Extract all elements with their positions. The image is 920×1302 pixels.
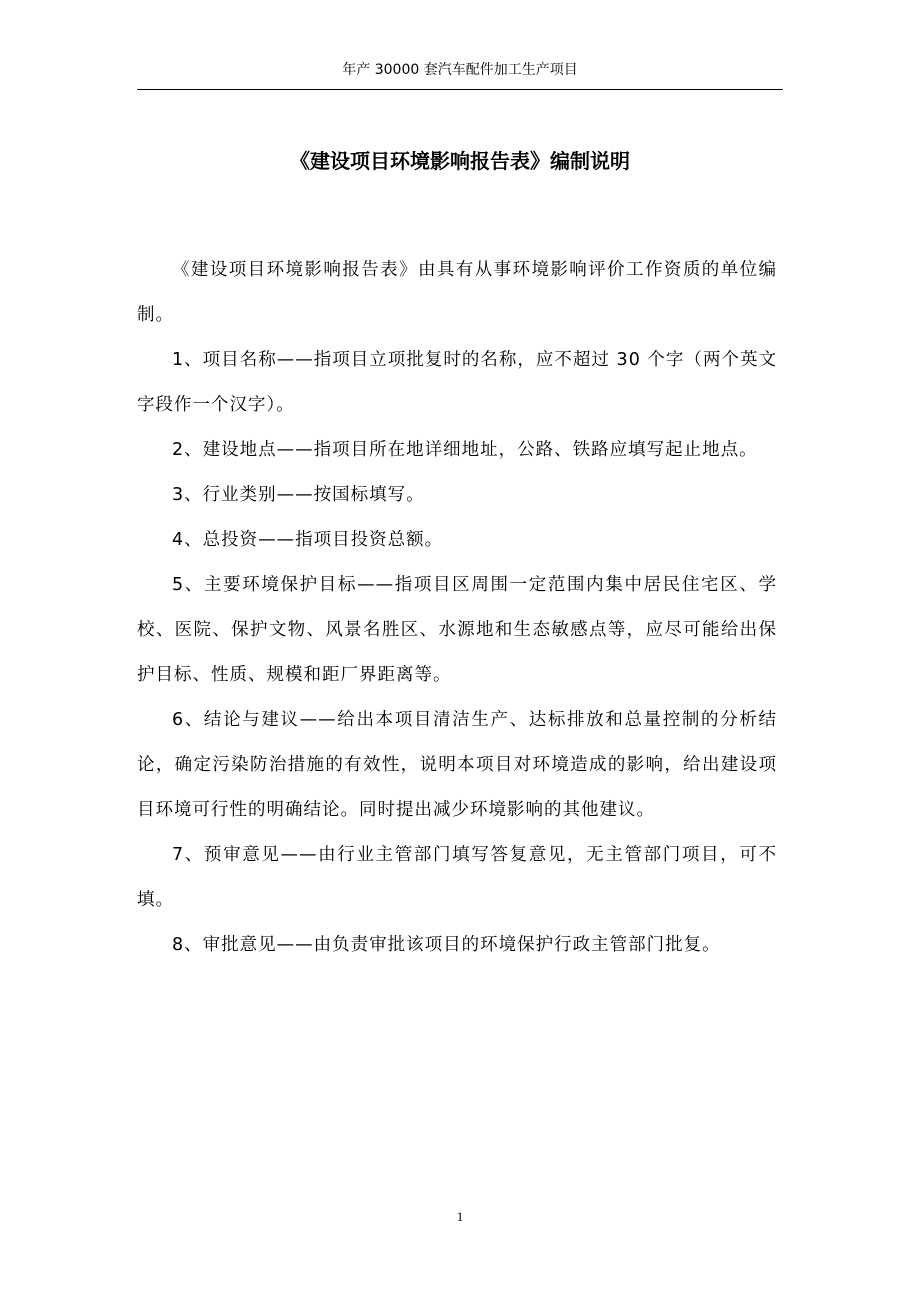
paragraph-item-8: 8、审批意见——由负责审批该项目的环境保护行政主管部门批复。 [172,935,721,955]
paragraph-item-7: 7、预审意见——由行业主管部门填写答复意见，无主管部门项目，可不填。 [137,845,777,910]
paragraph-item-5: 5、主要环境保护目标——指项目区周围一定范围内集中居民住宅区、学校、医院、保护文物、风景名胜区、水源地和生态敏感点等，应尽可能给出保护目标、性质、规模和距厂界距离等。 [137,575,777,685]
paragraph-item-6: 6、结论与建议——给出本项目清洁生产、达标排放和总量控制的分析结论，确定污染防治措施的有效性，说明本项目对环境造成的影响，给出建设项目环境可行性的明确结论。同时提出减少环境影响的其他建议。 [137,710,777,820]
paragraph-item-3: 3、行业类别——按国标填写。 [172,485,425,505]
running-header: 年产 30000 套汽车配件加工生产项目 [342,62,578,78]
paragraph-intro: 《建设项目环境影响报告表》由具有从事环境影响评价工作资质的单位编制。 [137,260,777,325]
paragraph-item-2: 2、建设地点——指项目所在地详细地址，公路、铁路应填写起止地点。 [172,440,758,460]
header-divider [137,89,783,90]
document-body [137,248,777,968]
document-title: 《建设项目环境影响报告表》编制说明 [290,149,630,173]
page-number: 1 [456,1209,464,1224]
paragraph-item-4: 4、总投资——指项目投资总额。 [172,530,444,550]
paragraph-item-1: 1、项目名称——指项目立项批复时的名称，应不超过 30 个字（两个英文字段作一个汉字）。 [137,350,777,415]
